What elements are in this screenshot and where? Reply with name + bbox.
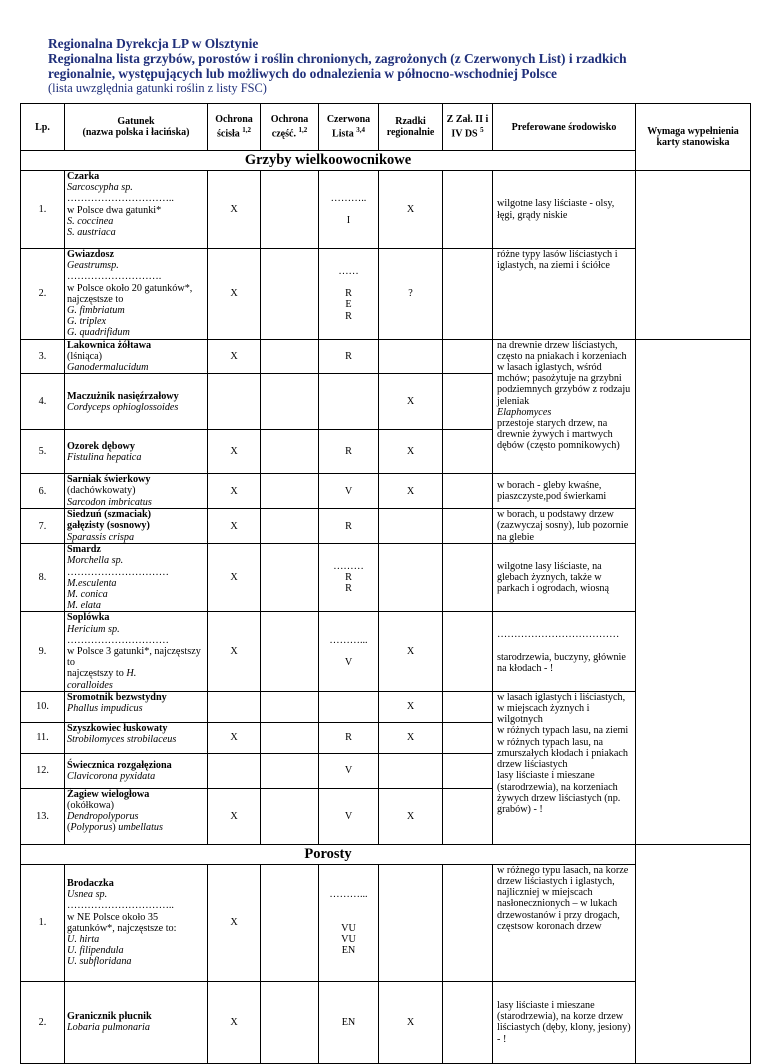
header-czerwona-lista: Czerwona Lista $^{3,4}$ [319,104,379,151]
header-ochrona-scisla: Ochrona ścisła $^{1,2}$ [208,104,261,151]
doc-subtitle: (lista uwzględnia gatunki roślin z listy FSC) [48,81,267,95]
doc-title-line2: Regionalna lista grzybów, porostów i roślin chronionych, zagrożonych (z Czerwonych List) i rzadkich [48,51,627,66]
header-zal: Z Zał. II i IV DS $^5$ [443,104,493,151]
document-header [48,36,748,96]
table-row: 12. Świecznica rozgałęziona Clavicorona pyxidata V [21,753,751,788]
table-row: 6. Sarniak świerkowy (dachówkowaty) Sarcodon imbricatus X V X w borach - gleby kwaśne, piaszczyste,pod świerkami [21,474,751,509]
table-row: 1. Czarka Sarcoscypha sp. ………………………….. w Polsce dwa gatunki* S. coccinea S. austriaca X ……….. I X wilgotne lasy liściaste - olsy, łęgi, grądy niskie [21,171,751,249]
table-row: 7. Siedzuń (szmaciak) gałęzisty (sosnowy) Sparassis crispa X R w borach, u podstawy drzew (zazwyczaj sosny), lub pozornie na glebie [21,509,751,544]
table-row: 2. Gwiazdosz Geastrumsp. ………………………. w Polsce około 20 gatunków*, najczęstsze to G. fimbriatum G. triplex G. quadrifidum X …… R E R ? różne typy lasów liściastych i iglastych, na ziemi i ściółce [21,249,751,340]
table-row: 2. Granicznik płucnik Lobaria pulmonaria X EN X lasy liściaste i mieszane (starodrzewia), na korze drzew liściastych (dęby, klony, jesiony) - ! [21,981,751,1063]
table-row: 8. Smardz Morchella sp. ………………………… M.esculenta M. conica M. elata X ……… R R wilgotne lasy liściaste, na glebach żyznych, także w parkach i ogrodach, wiosną [21,544,751,612]
header-srodowisko: Preferowane środowisko [493,104,636,151]
table-row: 3. Lakownica żółtawa (lśniąca) Ganodermalucidum X R na drewnie drzew liściastych, często na pniakach i korzeniach w lasach iglastych, wśród mchów; pasożytuje na grzybni podziemnych grzybów z rodzaju jeleniak Elaphomyces przestoje starych drzew, na drewnie żywych i martwych dębów (często pomnikowych) [21,339,751,374]
section-title: Porosty [21,844,636,864]
species-table [20,103,751,1064]
table-row: 11. Szyszkowiec łuskowaty Strobilomyces strobilaceus X R X [21,722,751,753]
section-porosty [21,844,751,864]
table-row: 5. Ozorek dębowy Fistulina hepatica X R X [21,430,751,474]
header-wymaga: Wymaga wypełnienia karty stanowiska [636,104,751,171]
table-row: 10. Sromotnik bezwstydny Phallus impudicus X w lasach iglastych i liściastych, w miejscach żyznych i wilgotnych w różnych typach lasu, na ziemi w różnych typach lasu, na zmurszałych kłodach i pniakach drzew liściastych lasy liściaste i mieszane (starodrzewia), na korzeniach żywych drzew liściastych (np. grabów) - ! [21,691,751,722]
table-row: 13. Żagiew wielogłowa (okółkowa) Dendropolyporus (Polyporus) umbellatus X V X [21,788,751,844]
table-row: 9. Soplówka Hericium sp. ………………………… w Polsce 3 gatunki*, najczęstszy to najczęstszy to H. coralloides X ………... V X ……………………………… starodrzewia, buczyny, głównie na kłodach - ! [21,612,751,691]
section-title: Grzyby wielkoowocnikowe [21,151,636,171]
table-row: 4. Maczużnik nasięźrzałowy Cordyceps ophioglossoides X [21,374,751,430]
header-gatunek: Gatunek (nazwa polska i łacińska) [65,104,208,151]
table-row: 1. Brodaczka Usnea sp. ………………………….. w NE Polsce około 35 gatunków*, najczęstsze to: U. hirta U. filipendula U. subfloridana X ………... VU VU EN w różnego typu lasach, na korze drzew liściastych i iglastych, najliczniej w miejscach nasłonecznionych – w lukach drzewostanów i przy drogach, częstsow koronach drzew [21,864,751,981]
header-ochrona-czesc: Ochrona część. $^{1,2}$ [261,104,319,151]
doc-title-line3: regionalnie, występujących lub możliwych do odnalezienia w północno-wschodniej Polsce [48,66,557,81]
header-lp: Lp. [21,104,65,151]
table-header-row [21,104,751,151]
header-rzadki: Rzadki regionalnie [379,104,443,151]
doc-title-line1: Regionalna Dyrekcja LP w Olsztynie [48,36,259,51]
